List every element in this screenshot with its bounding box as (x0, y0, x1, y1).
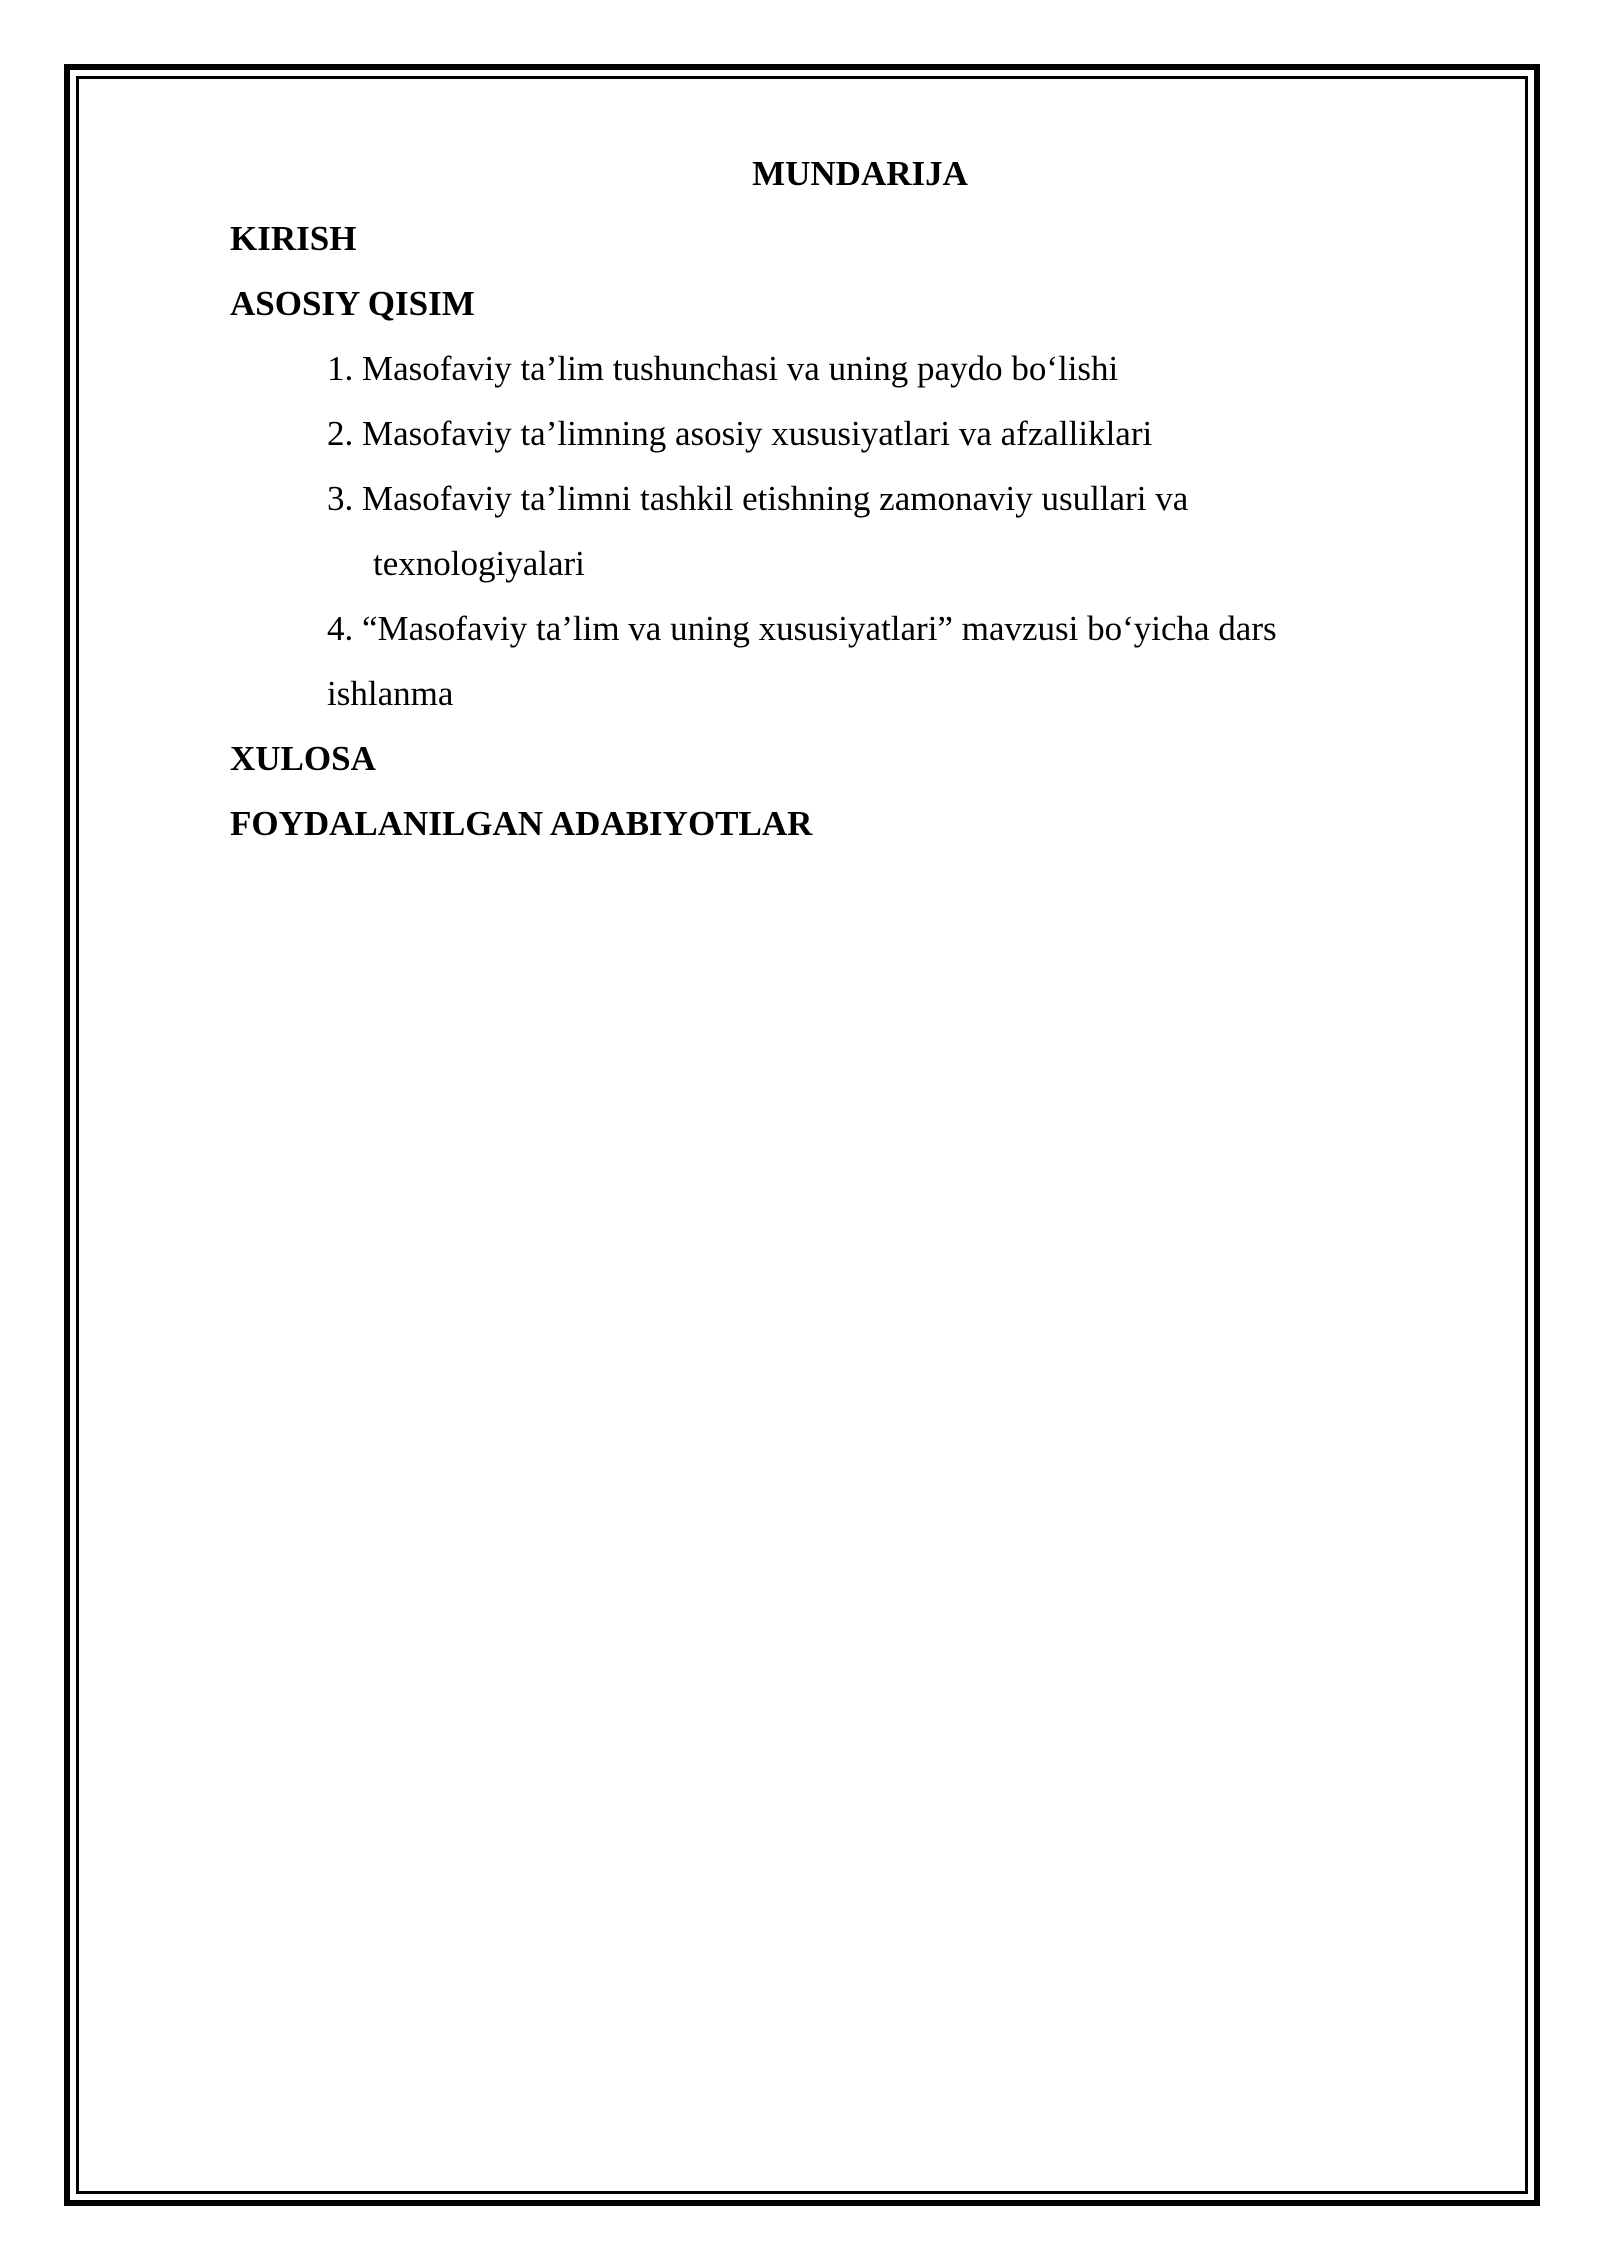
toc-entry-conclusion: XULOSA (230, 739, 376, 778)
toc-subitem-4: 4. “Masofaviy ta’lim va uning xususiyatlari” mavzusi bo‘yicha dars (327, 609, 1277, 648)
toc-subitem-2: 2. Masofaviy ta’limning asosiy xususiyatlari va afzalliklari (327, 414, 1153, 453)
toc-entry-intro: KIRISH (230, 219, 357, 258)
toc-subitem-3: 3. Masofaviy ta’limni tashkil etishning zamonaviy usullari va (327, 479, 1189, 518)
toc-subitem-1: 1. Masofaviy ta’lim tushunchasi va uning paydo bo‘lishi (327, 349, 1119, 388)
toc-entry-references: FOYDALANILGAN ADABIYOTLAR (230, 804, 813, 843)
toc-entry-main-part: ASOSIY QISIM (230, 284, 475, 323)
toc-subitem-3-continued: texnologiyalari (373, 544, 585, 583)
toc-subitem-4-continued: ishlanma (327, 674, 454, 713)
toc-title: MUNDARIJA (752, 154, 968, 193)
